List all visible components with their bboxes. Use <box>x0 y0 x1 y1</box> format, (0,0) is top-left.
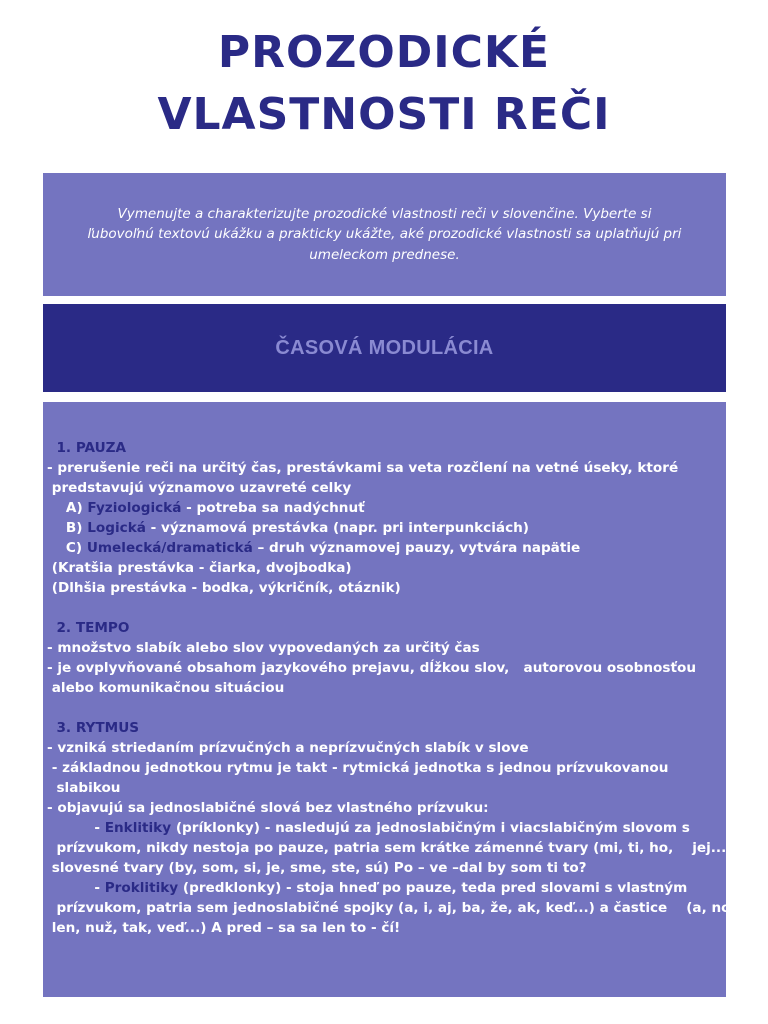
section-header <box>43 304 726 392</box>
proklitiky-text: (predklonky) - stoja hneď po pauze, teda pred slovami s vlastným <box>178 880 688 896</box>
term-enklitiky: Enklitiky <box>104 820 172 836</box>
enklitiky-line-3: slovesné tvary (by, som, si, je, sme, ste, sú) Po – ve –dal by som ti to? <box>47 860 587 876</box>
enklitiky-text: (príklonky) - nasledujú za jednoslabičným i viacslabičným slovom s <box>171 820 690 836</box>
pauza-item-b <box>47 518 726 538</box>
term-fyziologicka: Fyziologická <box>87 500 182 516</box>
tempo-line-2: - je ovplyvňované obsahom jazykového prejavu, dĺžkou slov, autorovou osobnosťou <box>47 660 696 676</box>
tempo-line-1: - množstvo slabík alebo slov vypovedaných za určitý čas <box>47 640 480 656</box>
proklitiky-line-2: prízvukom, patria sem jednoslabičné spojky (a, i, aj, ba, že, ak, keď...) a častice (a, no, <box>47 900 736 916</box>
term-logicka: Logická <box>87 520 146 536</box>
section-title: ČASOVÁ MODULÁCIA <box>275 336 494 359</box>
item-a-prefix: A) <box>47 500 88 516</box>
title-line-2: VLASTNOSTI REČI <box>157 89 611 140</box>
rytmus-line-2: - základnou jednotkou rytmu je takt - rytmická jednotka s jednou prízvukovanou <box>47 760 669 776</box>
item-c-prefix: C) <box>47 540 87 556</box>
rytmus-line-3: slabikou <box>47 780 121 796</box>
term-umelecka: Umelecká/dramatická <box>86 540 253 556</box>
content-panel <box>43 402 738 997</box>
spacer <box>47 698 726 718</box>
rytmus-heading: 3. RYTMUS <box>47 720 140 736</box>
term-proklitiky: Proklitiky <box>104 880 179 896</box>
page-title <box>0 22 768 146</box>
pauza-item-c <box>47 538 726 558</box>
enklitiky-prefix: - <box>47 820 105 836</box>
item-a-text: - potreba sa nadýchnuť <box>181 500 365 516</box>
item-b-text: - významová prestávka (napr. pri interpunkciách) <box>145 520 530 536</box>
task-text: Vymenujte a charakterizujte prozodické vlastnosti reči v slovenčine. Vyberte si ľubovoľnú textovú ukážku a prakticky ukážte, aké prozodické vlastnosti sa uplatňujú pri umeleckom prednese. <box>87 205 682 263</box>
pauza-item-a <box>47 498 726 518</box>
item-b-prefix: B) <box>47 520 88 536</box>
enklitiky-line-1 <box>47 818 726 838</box>
pauza-long: (Dlhšia prestávka - bodka, výkričník, otáznik) <box>47 580 401 596</box>
tempo-heading: 2. TEMPO <box>47 620 130 636</box>
pauza-line-2: predstavujú významovo uzavreté celky <box>47 480 352 496</box>
title-line-1: PROZODICKÉ <box>217 27 551 78</box>
proklitiky-line-3: len, nuž, tak, veď...) A pred – sa sa len to - čí! <box>47 920 401 936</box>
task-panel <box>43 173 726 296</box>
proklitiky-line-1 <box>47 878 726 898</box>
pauza-short: (Kratšia prestávka - čiarka, dvojbodka) <box>47 560 352 576</box>
spacer <box>47 598 726 618</box>
item-c-text: – druh významovej pauzy, vytvára napätie <box>252 540 581 556</box>
pauza-line-1: - prerušenie reči na určitý čas, prestávkami sa veta rozčlení na vetné úseky, ktoré <box>47 460 679 476</box>
pauza-heading: 1. PAUZA <box>47 440 127 456</box>
rytmus-line-4: - objavujú sa jednoslabičné slová bez vlastného prízvuku: <box>47 800 489 816</box>
proklitiky-prefix: - <box>47 880 105 896</box>
enklitiky-line-2: prízvukom, nikdy nestoja po pauze, patria sem krátke zámenné tvary (mi, ti, ho, jej...), <box>47 840 738 856</box>
tempo-line-3: alebo komunikačnou situáciou <box>47 680 285 696</box>
rytmus-line-1: - vzniká striedaním prízvučných a neprízvučných slabík v slove <box>47 740 529 756</box>
